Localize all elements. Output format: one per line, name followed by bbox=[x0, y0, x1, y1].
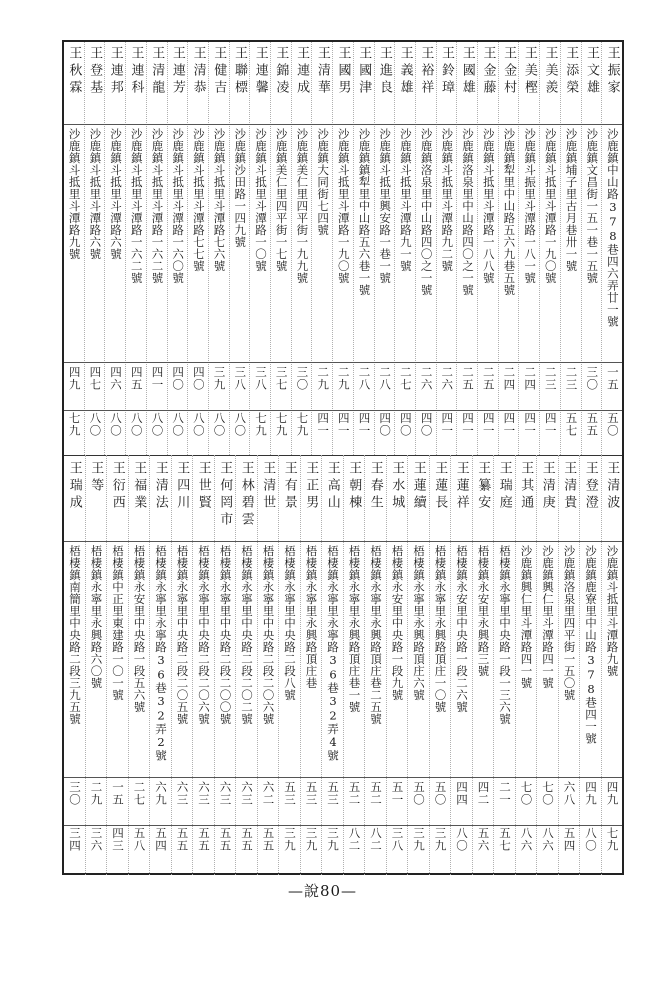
address-cell: 梧棲鎮永寧里中央路二段二〇六號 bbox=[261, 545, 276, 725]
number-cell-1: 二三 bbox=[543, 366, 558, 391]
number-cell-2: 七九 bbox=[67, 412, 82, 437]
number-cell-2: 五七 bbox=[564, 412, 579, 437]
number-cell-2: 三九 bbox=[412, 827, 426, 852]
name-cell: 王鈴璋 bbox=[439, 46, 455, 97]
number-cell-2: 三九 bbox=[304, 827, 319, 852]
number-cell-2: 八〇 bbox=[171, 412, 186, 437]
name-cell: 王秋霖 bbox=[66, 46, 82, 97]
table-row bbox=[311, 42, 332, 455]
address-cell: 沙鹿鎮斗抵里斗潭路七六號 bbox=[212, 128, 227, 272]
number-cell-1: 三九 bbox=[212, 366, 227, 391]
name-cell: 王何罔市 bbox=[217, 461, 233, 529]
table-row bbox=[128, 455, 150, 875]
table-row bbox=[84, 42, 105, 455]
address-cell: 沙鹿鎮斗抵里斗潭路六號 bbox=[109, 128, 124, 260]
number-cell-1: 五三 bbox=[283, 781, 297, 806]
name-cell: 王蓮祥 bbox=[453, 461, 469, 512]
table-row bbox=[386, 455, 408, 875]
number-cell-1: 二七 bbox=[132, 781, 147, 806]
number-cell-2: 四〇 bbox=[398, 412, 413, 437]
name-cell: 王連科 bbox=[128, 46, 144, 97]
table-row bbox=[601, 42, 622, 455]
number-cell-1: 三七 bbox=[274, 366, 289, 391]
name-cell: 王清恭 bbox=[190, 46, 206, 97]
number-cell-1: 三〇 bbox=[295, 366, 310, 391]
number-cell-1: 六八 bbox=[562, 781, 577, 806]
address-cell: 沙鹿鎮斗抵里斗潭路一六二號 bbox=[150, 128, 165, 284]
address-cell: 梧棲鎮南簡里中央路二段三九五號 bbox=[68, 545, 82, 725]
number-cell-2: 八〇 bbox=[584, 827, 598, 852]
number-cell-2: 四〇 bbox=[378, 412, 393, 437]
number-cell-1: 三八 bbox=[253, 366, 268, 391]
number-cell-1: 二一 bbox=[498, 781, 512, 806]
number-cell-2: 三八 bbox=[390, 827, 405, 852]
address-cell: 梧棲鎮永寧里永興路六〇號 bbox=[89, 545, 104, 689]
number-cell-2: 四一 bbox=[357, 412, 372, 437]
number-cell-2: 四一 bbox=[460, 412, 475, 437]
address-cell: 沙鹿鎮斗抵里斗潭路一六〇號 bbox=[171, 128, 186, 284]
number-cell-1: 五〇 bbox=[433, 781, 448, 806]
number-cell-1: 二九 bbox=[336, 366, 351, 391]
number-cell-1: 四九 bbox=[605, 781, 620, 806]
number-cell-2: 五五 bbox=[218, 827, 233, 852]
number-cell-1: 五二 bbox=[369, 781, 383, 806]
address-cell: 沙鹿鎮斗抵里斗潭路九一號 bbox=[398, 128, 413, 272]
address-cell: 梧棲鎮永寧里中央路二段二〇〇號 bbox=[218, 545, 233, 725]
number-cell-2: 七九 bbox=[253, 412, 268, 437]
table-row bbox=[167, 42, 188, 455]
name-cell: 王水城 bbox=[389, 461, 405, 512]
number-cell-1: 五三 bbox=[326, 781, 340, 806]
number-cell-2: 五五 bbox=[240, 827, 254, 852]
name-cell: 王振家 bbox=[604, 46, 620, 97]
number-cell-2: 八〇 bbox=[455, 827, 469, 852]
number-cell-1: 四四 bbox=[455, 781, 469, 806]
name-cell: 王蓮長 bbox=[432, 461, 448, 512]
number-cell-1: 一五 bbox=[111, 781, 125, 806]
table-row bbox=[450, 455, 472, 875]
number-cell-1: 二九 bbox=[89, 781, 104, 806]
name-cell: 王春生 bbox=[367, 461, 383, 512]
name-cell: 王林碧雲 bbox=[238, 461, 254, 529]
table-row bbox=[536, 455, 558, 875]
number-cell-1: 六二 bbox=[261, 781, 276, 806]
number-cell-1: 六九 bbox=[154, 781, 168, 806]
number-cell-2: 七九 bbox=[295, 412, 310, 437]
name-cell: 王進良 bbox=[376, 46, 392, 97]
table-row bbox=[332, 42, 353, 455]
address-cell: 梧棲鎮永寧里永寧路36巷32弄4號 bbox=[326, 545, 340, 762]
table-row bbox=[518, 42, 539, 455]
table-row bbox=[601, 455, 623, 875]
number-cell-2: 五四 bbox=[154, 827, 168, 852]
number-cell-2: 五五 bbox=[585, 412, 600, 437]
name-cell: 王文雄 bbox=[583, 46, 599, 97]
table-row bbox=[498, 42, 519, 455]
address-cell: 沙鹿鎮犁里中山路五六九巷五號 bbox=[502, 128, 517, 296]
table-row bbox=[581, 42, 602, 455]
table-section-lower bbox=[64, 455, 622, 875]
name-cell: 王蓮續 bbox=[410, 461, 426, 512]
table-row bbox=[515, 455, 537, 875]
number-cell-1: 五〇 bbox=[412, 781, 426, 806]
name-cell: 王錦凌 bbox=[273, 46, 289, 97]
number-cell-2: 五八 bbox=[132, 827, 147, 852]
name-cell: 王國男 bbox=[335, 46, 351, 97]
name-cell: 王連馨 bbox=[252, 46, 268, 97]
address-cell: 沙鹿鎮興仁里斗潭路四一號 bbox=[519, 545, 534, 689]
name-cell: 王瑞庭 bbox=[496, 461, 512, 512]
number-cell-1: 二五 bbox=[460, 366, 475, 391]
name-cell: 王美羨 bbox=[542, 46, 558, 97]
number-cell-2: 四三 bbox=[111, 827, 125, 852]
address-cell: 梧棲鎮永寧里中央路二段二〇二號 bbox=[240, 545, 254, 725]
address-cell: 梧棲鎮永安里中央路一段九號 bbox=[390, 545, 405, 701]
name-cell: 王連成 bbox=[294, 46, 310, 97]
row-divider bbox=[64, 410, 622, 411]
number-cell-1: 七〇 bbox=[541, 781, 555, 806]
table-row bbox=[558, 455, 580, 875]
number-cell-2: 八〇 bbox=[212, 412, 227, 437]
number-cell-2: 四〇 bbox=[419, 412, 434, 437]
address-cell: 沙鹿鎮美仁里四平街一九九號 bbox=[295, 128, 310, 284]
table-row bbox=[407, 455, 429, 875]
number-cell-2: 四一 bbox=[481, 412, 496, 437]
number-cell-1: 六三 bbox=[218, 781, 233, 806]
address-cell: 梧棲鎮中正里東建路一〇一號 bbox=[111, 545, 125, 701]
number-cell-1: 二三 bbox=[564, 366, 579, 391]
number-cell-2: 八〇 bbox=[150, 412, 165, 437]
table-row bbox=[394, 42, 415, 455]
number-cell-2: 八〇 bbox=[109, 412, 124, 437]
table-row bbox=[278, 455, 300, 875]
table-row bbox=[436, 42, 457, 455]
table-row bbox=[106, 455, 128, 875]
number-cell-2: 五〇 bbox=[605, 412, 620, 437]
table-row bbox=[300, 455, 322, 875]
address-cell: 沙鹿鎮斗抵里斗潭路一八八號 bbox=[481, 128, 496, 284]
number-cell-1: 三〇 bbox=[585, 366, 600, 391]
name-cell: 王金藤 bbox=[480, 46, 496, 97]
address-cell: 梧棲鎮永安里永興路三號 bbox=[476, 545, 491, 677]
row-divider bbox=[64, 541, 622, 542]
number-cell-1: 四二 bbox=[476, 781, 491, 806]
address-cell: 沙鹿鎮埔子里古月巷卅一號 bbox=[564, 128, 579, 272]
name-cell: 王登澄 bbox=[582, 461, 598, 512]
number-cell-2: 四一 bbox=[543, 412, 558, 437]
number-cell-1: 四九 bbox=[584, 781, 598, 806]
name-cell: 王瑞成 bbox=[66, 461, 82, 512]
name-cell: 王裕祥 bbox=[418, 46, 434, 97]
number-cell-1: 六三 bbox=[175, 781, 190, 806]
number-cell-2: 五六 bbox=[476, 827, 491, 852]
address-cell: 沙鹿鎮斗抵里斗潭路九號 bbox=[67, 128, 82, 260]
address-cell: 梧棲鎮永寧里中央路二段八號 bbox=[283, 545, 297, 701]
address-cell: 梧棲鎮永寧里永興路頂庄六號 bbox=[412, 545, 426, 701]
table-row bbox=[125, 42, 146, 455]
number-cell-2: 五五 bbox=[175, 827, 190, 852]
number-cell-2: 八六 bbox=[541, 827, 555, 852]
name-cell: 王世賢 bbox=[195, 461, 211, 512]
table-row bbox=[171, 455, 193, 875]
table-row bbox=[104, 42, 125, 455]
address-cell: 沙鹿鎮斗抵里斗潭路一六二號 bbox=[129, 128, 144, 284]
number-cell-2: 八〇 bbox=[129, 412, 144, 437]
name-cell: 王清波 bbox=[604, 461, 620, 512]
number-cell-2: 五七 bbox=[498, 827, 512, 852]
address-cell: 梧棲鎮永寧里永寧路36巷32弄2號 bbox=[154, 545, 168, 762]
address-cell: 沙鹿鎮斗抵里斗潭路六號 bbox=[88, 128, 103, 260]
table-section-upper bbox=[64, 42, 622, 456]
table-row bbox=[374, 42, 395, 455]
address-cell: 沙鹿鎮鎮犁里中山路五六巷一號 bbox=[357, 128, 372, 296]
number-cell-2: 三九 bbox=[433, 827, 448, 852]
table-row bbox=[493, 455, 515, 875]
name-cell: 王清庚 bbox=[539, 461, 555, 512]
table-row bbox=[146, 42, 167, 455]
number-cell-2: 四一 bbox=[440, 412, 455, 437]
number-cell-1: 三八 bbox=[233, 366, 248, 391]
number-cell-2: 四一 bbox=[316, 412, 331, 437]
name-cell: 王金村 bbox=[501, 46, 517, 97]
number-cell-2: 八〇 bbox=[88, 412, 103, 437]
page-number: —說80— bbox=[287, 882, 358, 900]
address-cell: 沙鹿鎮美仁里四平街一七號 bbox=[274, 128, 289, 272]
name-cell: 王四川 bbox=[174, 461, 190, 512]
address-cell: 沙鹿鎮文昌街一五一巷一五號 bbox=[585, 128, 600, 284]
name-cell: 王清世 bbox=[260, 461, 276, 512]
table-row bbox=[192, 455, 214, 875]
address-cell: 梧棲鎮永寧里永興路頂庄一〇號 bbox=[433, 545, 448, 713]
row-divider bbox=[64, 777, 622, 778]
name-cell: 王纂安 bbox=[475, 461, 491, 512]
table-row bbox=[415, 42, 436, 455]
number-cell-2: 五五 bbox=[197, 827, 211, 852]
name-cell: 王福業 bbox=[131, 461, 147, 512]
number-cell-2: 四一 bbox=[336, 412, 351, 437]
table-row bbox=[85, 455, 107, 875]
number-cell-1: 四一 bbox=[150, 366, 165, 391]
table-row bbox=[353, 42, 374, 455]
number-cell-2: 三九 bbox=[326, 827, 340, 852]
address-cell: 梧棲鎮永寧里永興路頂庄巷 bbox=[304, 545, 319, 689]
name-cell: 王其通 bbox=[518, 461, 534, 512]
name-cell: 王添榮 bbox=[563, 46, 579, 97]
table-row bbox=[472, 455, 494, 875]
table-row bbox=[343, 455, 365, 875]
number-cell-2: 四一 bbox=[502, 412, 517, 437]
table-row bbox=[579, 455, 601, 875]
table-row bbox=[214, 455, 236, 875]
number-cell-2: 八〇 bbox=[233, 412, 248, 437]
table-row bbox=[229, 42, 250, 455]
name-cell: 王衍西 bbox=[109, 461, 125, 512]
number-cell-1: 五二 bbox=[347, 781, 362, 806]
table-row bbox=[257, 455, 279, 875]
number-cell-1: 二五 bbox=[481, 366, 496, 391]
number-cell-1: 一五 bbox=[605, 366, 620, 391]
table-row bbox=[321, 455, 343, 875]
name-cell: 王登基 bbox=[87, 46, 103, 97]
table-row bbox=[456, 42, 477, 455]
name-cell: 王有景 bbox=[281, 461, 297, 512]
address-cell: 沙鹿鎮斗振里斗潭路一八一號 bbox=[523, 128, 538, 284]
address-cell: 沙鹿鎮斗抵里斗潭路九二號 bbox=[440, 128, 455, 272]
name-cell: 王美樫 bbox=[521, 46, 537, 97]
table-row bbox=[64, 455, 85, 875]
address-cell: 沙鹿鎮中山路378巷四六弄廿一號 bbox=[605, 128, 620, 328]
number-cell-1: 五三 bbox=[304, 781, 319, 806]
name-cell: 王正男 bbox=[303, 461, 319, 512]
number-cell-1: 二四 bbox=[523, 366, 538, 391]
address-cell: 梧棲鎮永寧里中央路一段一三六號 bbox=[498, 545, 512, 725]
table-row bbox=[560, 42, 581, 455]
address-cell: 沙鹿鎮斗抵里斗潭路一〇號 bbox=[253, 128, 268, 272]
name-cell: 王連芳 bbox=[169, 46, 185, 97]
address-cell: 沙鹿鎮斗抵里斗潭路九號 bbox=[605, 545, 620, 677]
name-cell: 王國雄 bbox=[459, 46, 475, 97]
number-cell-2: 八二 bbox=[347, 827, 362, 852]
number-cell-1: 二八 bbox=[357, 366, 372, 391]
address-cell: 沙鹿鎮洛泉里中山路四〇之一號 bbox=[419, 128, 434, 296]
address-cell: 梧棲鎮永寧里永興路頂庄巷一號 bbox=[347, 545, 362, 713]
address-cell: 梧棲鎮永寧里永興路頂庄巷二五號 bbox=[369, 545, 383, 725]
name-cell: 王清貴 bbox=[561, 461, 577, 512]
number-cell-1: 四〇 bbox=[191, 366, 206, 391]
number-cell-1: 四九 bbox=[67, 366, 82, 391]
address-cell: 沙鹿鎮斗抵里斗潭路一九〇號 bbox=[336, 128, 351, 284]
table-row bbox=[429, 455, 451, 875]
address-cell: 沙鹿鎮洛泉里中山路四〇之一號 bbox=[460, 128, 475, 296]
table-row bbox=[187, 42, 208, 455]
table-row bbox=[235, 455, 257, 875]
table-row bbox=[539, 42, 560, 455]
row-divider bbox=[64, 362, 622, 363]
row-divider bbox=[64, 124, 622, 125]
address-cell: 梧棲鎮永寧里中央路二段二〇五號 bbox=[175, 545, 190, 725]
name-cell: 王國津 bbox=[356, 46, 372, 97]
address-cell: 沙鹿鎮斗抵里興安路一巷一號 bbox=[378, 128, 393, 284]
number-cell-2: 三九 bbox=[283, 827, 297, 852]
name-cell: 王清法 bbox=[152, 461, 168, 512]
table-row bbox=[270, 42, 291, 455]
name-cell: 王義雄 bbox=[397, 46, 413, 97]
table-row bbox=[249, 42, 270, 455]
table-row bbox=[291, 42, 312, 455]
row-divider bbox=[64, 825, 622, 826]
number-cell-2: 八〇 bbox=[191, 412, 206, 437]
number-cell-1: 二七 bbox=[398, 366, 413, 391]
number-cell-1: 二八 bbox=[378, 366, 393, 391]
address-cell: 梧棲鎮永安里中央路一段二六號 bbox=[455, 545, 469, 713]
table-row bbox=[149, 455, 171, 875]
address-cell: 梧棲鎮永寧里中央路二段二〇六號 bbox=[197, 545, 211, 725]
number-cell-2: 五五 bbox=[261, 827, 276, 852]
number-cell-1: 二六 bbox=[440, 366, 455, 391]
name-cell: 王等 bbox=[88, 461, 104, 495]
table-row bbox=[364, 455, 386, 875]
address-cell: 沙鹿鎮沙田路一四九號 bbox=[233, 128, 248, 248]
number-cell-1: 七〇 bbox=[519, 781, 534, 806]
register-table bbox=[62, 40, 624, 875]
number-cell-2: 八六 bbox=[519, 827, 534, 852]
number-cell-2: 三六 bbox=[89, 827, 104, 852]
number-cell-1: 二九 bbox=[316, 366, 331, 391]
number-cell-2: 三四 bbox=[68, 827, 82, 852]
address-cell: 沙鹿鎮鹿寮里中山路378巷四一號 bbox=[584, 545, 598, 745]
address-cell: 沙鹿鎮斗抵里斗潭路一九〇號 bbox=[543, 128, 558, 284]
number-cell-2: 四一 bbox=[523, 412, 538, 437]
name-cell: 王聯標 bbox=[232, 46, 247, 97]
number-cell-1: 六三 bbox=[197, 781, 211, 806]
number-cell-2: 五四 bbox=[562, 827, 577, 852]
address-cell: 梧棲鎮永安里中央路一段五六號 bbox=[132, 545, 147, 713]
number-cell-1: 四七 bbox=[88, 366, 103, 391]
name-cell: 王清華 bbox=[314, 46, 330, 97]
number-cell-1: 四〇 bbox=[171, 366, 186, 391]
address-cell: 沙鹿鎮大同街七四號 bbox=[316, 128, 331, 236]
number-cell-1: 四六 bbox=[109, 366, 124, 391]
name-cell: 王清龍 bbox=[149, 46, 165, 97]
name-cell: 王連邦 bbox=[107, 46, 123, 97]
address-cell: 沙鹿鎮興仁里斗潭路四一號 bbox=[541, 545, 555, 689]
number-cell-1: 二六 bbox=[419, 366, 434, 391]
number-cell-1: 四五 bbox=[129, 366, 144, 391]
table-row bbox=[477, 42, 498, 455]
address-cell: 沙鹿鎮洛泉里四平街一五〇號 bbox=[562, 545, 577, 701]
number-cell-1: 三〇 bbox=[68, 781, 82, 806]
number-cell-1: 六三 bbox=[240, 781, 254, 806]
number-cell-2: 七九 bbox=[605, 827, 620, 852]
number-cell-1: 五一 bbox=[390, 781, 405, 806]
address-cell: 沙鹿鎮斗抵里斗潭路七七號 bbox=[191, 128, 206, 272]
number-cell-2: 七九 bbox=[274, 412, 289, 437]
name-cell: 王高山 bbox=[324, 461, 340, 512]
number-cell-2: 八二 bbox=[369, 827, 383, 852]
number-cell-1: 二四 bbox=[502, 366, 517, 391]
name-cell: 王朝棟 bbox=[346, 461, 362, 512]
name-cell: 王健吉 bbox=[211, 46, 227, 97]
table-row bbox=[208, 42, 229, 455]
table-row bbox=[64, 42, 84, 455]
